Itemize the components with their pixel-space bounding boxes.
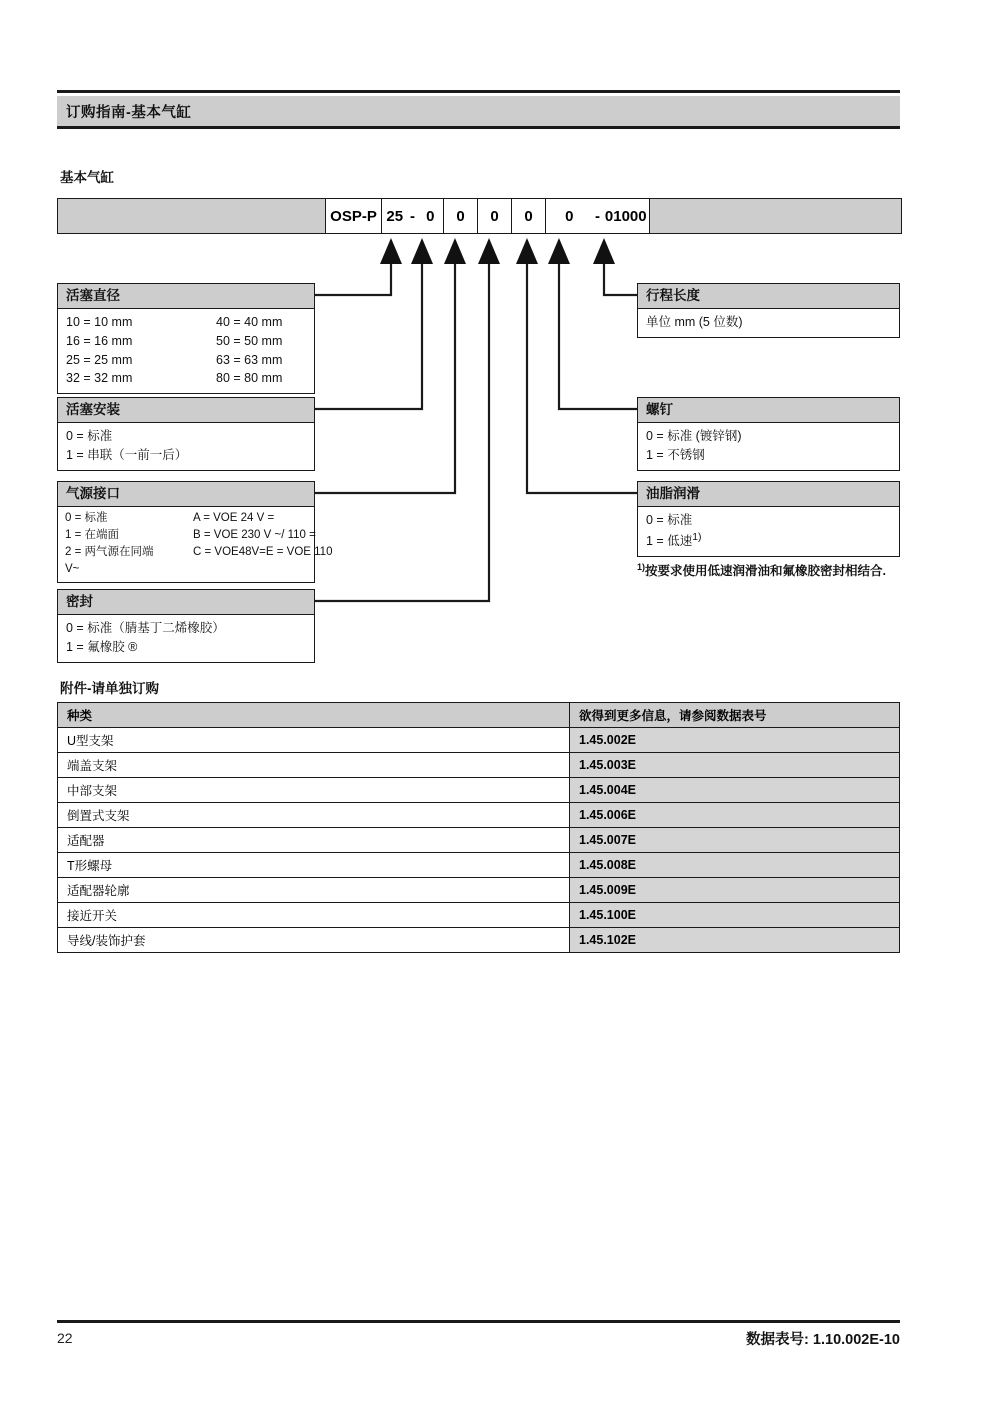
callout-box-stroke [637,283,900,338]
table-header-kind: 种类 [58,703,570,728]
code-value-stroke: 01000 [604,207,647,225]
air-connection-option: 0 = 标准 [65,512,108,525]
accessory-datasheet: 1.45.004E [570,778,900,803]
leader-line-lubrication [527,262,637,493]
piston-mount-option: 1 = 串联（一前一后） [66,447,188,462]
callout-title-sealing: 密封 [58,590,314,615]
callout-body-sealing [58,615,314,662]
bore-option: 25 = 25 mm [66,352,133,367]
code-cell-filler-right [650,199,901,233]
code-value-screws: 0 [565,207,574,225]
bore-option: 50 = 50 mm [216,333,283,348]
callout-title-piston-mount: 活塞安装 [58,398,314,423]
air-connection-option: V~ [65,563,80,576]
callout-box-lubrication [637,481,900,557]
table-row [58,903,900,928]
sealing-option: 1 = 氟橡胶 ® [66,639,138,654]
accessory-kind: 中部支架 [58,778,570,803]
air-connection-row [65,561,308,578]
banner-bottom-rule [57,126,900,129]
callout-title-stroke: 行程长度 [638,284,899,309]
callout-title-lubrication: 油脂润滑 [638,482,899,507]
bore-option: 63 = 63 mm [216,352,283,367]
code-cell-filler-left [58,199,326,233]
lubrication-option-lowspeed [646,530,891,551]
leader-line-screws [559,262,637,409]
table-row [58,803,900,828]
air-connection-row [65,510,308,527]
leader-line-air-connection [315,262,455,493]
callout-body-piston-mount [58,423,314,470]
leader-line-piston-mount [315,262,422,409]
accessory-kind: U型支架 [58,728,570,753]
lubrication-option-label: 1 = 低速 [646,534,693,549]
code-cell-air-connection: 0 [444,199,478,233]
table-row [58,928,900,953]
bore-option: 16 = 16 mm [66,333,133,348]
lubrication-footnote-marker: 1) [692,531,702,543]
leader-line-bore [315,262,391,295]
order-code-table [57,198,902,234]
footnote [637,561,905,580]
footnote-text: 按要求使用低速润滑油和氟橡胶密封相结合. [645,564,886,579]
accessory-datasheet: 1.45.009E [570,878,900,903]
table-header-row [58,703,900,728]
lubrication-option: 0 = 标准 [646,513,693,528]
table-row [58,853,900,878]
accessory-datasheet: 1.45.007E [570,828,900,853]
code-cell-bore-and-mount [382,199,444,233]
footer-doc-value: 1.10.002E-10 [812,1332,900,1348]
table-header-datasheet: 欲得到更多信息，请参阅数据表号 [570,703,900,728]
bore-row [66,369,306,388]
callout-body-air-connection [58,507,333,582]
callout-body-stroke [638,309,899,337]
code-cell-sealing: 0 [478,199,512,233]
callout-box-sealing [57,589,315,663]
accessory-kind: 接近开关 [58,903,570,928]
arrow-screws [548,238,570,264]
footer-page-number: 22 [57,1330,73,1346]
table-row [58,753,900,778]
footer-rule [57,1320,900,1323]
callout-box-piston-mount [57,397,315,471]
callout-box-screws [637,397,900,471]
callout-title-air-connection: 气源接口 [58,482,314,507]
bore-option: 80 = 80 mm [216,371,283,386]
leader-line-sealing [315,262,489,601]
arrow-bore [380,238,402,264]
accessory-datasheet: 1.45.100E [570,903,900,928]
code-cell-prefix: OSP-P [326,199,382,233]
bore-row [66,351,306,370]
leader-line-stroke [604,262,637,295]
code-dash-2: - [595,207,600,225]
bore-row [66,313,306,332]
bore-option: 10 = 10 mm [66,315,133,330]
code-value-piston-mount: 0 [426,207,435,225]
code-value-bore: 25 [386,207,404,225]
table-row [58,778,900,803]
air-connection-row [65,527,316,544]
arrow-air-connection [444,238,466,264]
screws-option: 1 = 不锈钢 [646,447,705,462]
air-connection-option: C = VOE48V=E = VOE 110 [193,546,333,559]
accessory-datasheet: 1.45.006E [570,803,900,828]
callout-box-bore [57,283,315,394]
screws-option: 0 = 标准 (镀锌钢) [646,429,742,444]
accessory-kind: 导线/装饰护套 [58,928,570,953]
arrow-stroke [593,238,615,264]
callout-body-bore [58,309,314,393]
footer-document-number [746,1328,900,1349]
code-cell-lubrication: 0 [512,199,546,233]
air-connection-option: A = VOE 24 V = [193,512,275,525]
bore-option: 40 = 40 mm [216,315,283,330]
accessory-datasheet: 1.45.003E [570,753,900,778]
page-banner [57,96,900,126]
footer-doc-label: 数据表号: [746,1332,809,1348]
air-connection-row [65,544,333,561]
arrow-piston-mount [411,238,433,264]
air-connection-option: 1 = 在端面 [65,529,120,542]
callout-title-bore: 活塞直径 [58,284,314,309]
accessory-kind: 适配器 [58,828,570,853]
sealing-option: 0 = 标准（腈基丁二烯橡胶） [66,621,225,636]
bore-row [66,332,306,351]
footnote-marker: 1) [637,562,646,572]
accessory-datasheet: 1.45.002E [570,728,900,753]
accessory-kind: 端盖支架 [58,753,570,778]
accessory-datasheet: 1.45.102E [570,928,900,953]
section-title: 基本气缸 [60,170,114,185]
callout-box-air-connection [57,481,333,583]
air-connection-option: B = VOE 230 V ~/ 110 = [193,529,316,542]
page-top-rule [57,90,900,93]
callout-body-lubrication [638,507,899,556]
table-row [58,878,900,903]
callout-body-screws [638,423,899,470]
bore-option: 32 = 32 mm [66,371,133,386]
code-dash-1: - [410,207,415,225]
accessories-table [57,702,900,953]
table-row [58,728,900,753]
piston-mount-option: 0 = 标准 [66,429,113,444]
callout-title-screws: 螺钉 [638,398,899,423]
code-cell-screws-and-stroke [546,199,650,233]
arrow-sealing [478,238,500,264]
accessories-title: 附件-请单独订购 [60,681,159,696]
accessory-datasheet: 1.45.008E [570,853,900,878]
table-row [58,828,900,853]
stroke-option: 单位 mm (5 位数) [646,315,743,330]
banner-title: 订购指南-基本气缸 [66,104,192,121]
accessory-kind: 适配器轮廓 [58,878,570,903]
air-connection-option: 2 = 两气源在同端 [65,546,154,559]
accessory-kind: 倒置式支架 [58,803,570,828]
accessory-kind: T形螺母 [58,853,570,878]
arrow-lubrication [516,238,538,264]
